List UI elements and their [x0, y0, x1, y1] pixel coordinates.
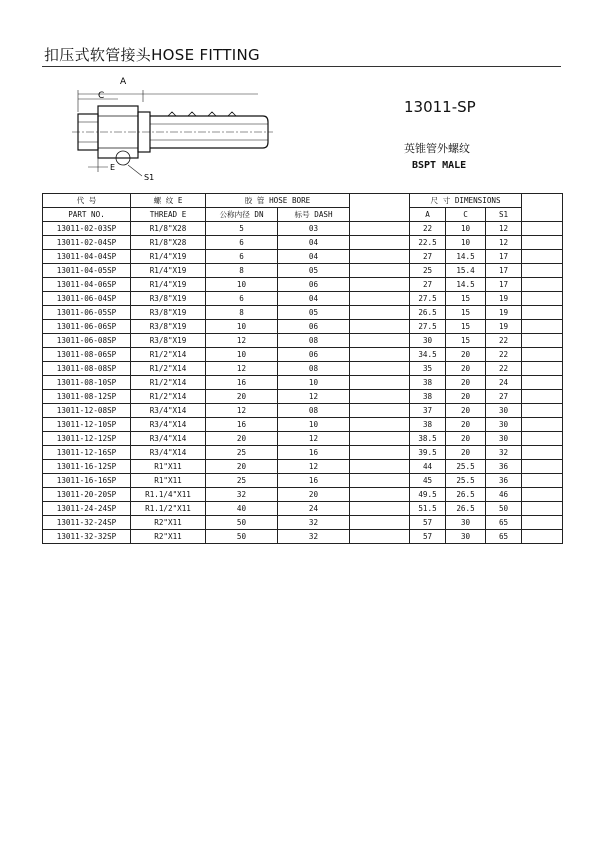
- table-row: [43, 488, 563, 502]
- table-cell: 25.5: [446, 460, 486, 474]
- blank-cell: [350, 250, 410, 264]
- table-cell: 25.5: [446, 474, 486, 488]
- table-cell: 10: [206, 320, 278, 334]
- table-cell: 32: [278, 530, 350, 544]
- blank-cell: [350, 236, 410, 250]
- table-cell: 13011-06-08SP: [43, 334, 131, 348]
- table-cell: 12: [486, 236, 522, 250]
- blank-cell: [522, 292, 563, 306]
- table-cell: 20: [206, 460, 278, 474]
- table-cell: 27: [486, 390, 522, 404]
- blank-cell: [350, 446, 410, 460]
- table-cell: 26.5: [410, 306, 446, 320]
- table-cell: 14.5: [446, 250, 486, 264]
- table-cell: 22: [486, 362, 522, 376]
- table-cell: 20: [446, 418, 486, 432]
- label-e: E: [110, 163, 116, 172]
- blank-cell: [350, 516, 410, 530]
- table-cell: 13011-06-05SP: [43, 306, 131, 320]
- blank-cell: [522, 418, 563, 432]
- table-cell: 19: [486, 320, 522, 334]
- blank-cell: [350, 390, 410, 404]
- table-cell: 10: [278, 418, 350, 432]
- table-row: [43, 222, 563, 236]
- table-cell: 50: [486, 502, 522, 516]
- table-cell: 05: [278, 306, 350, 320]
- table-cell: 16: [278, 474, 350, 488]
- blank-cell: [350, 264, 410, 278]
- table-cell: 25: [206, 474, 278, 488]
- table-cell: 50: [206, 516, 278, 530]
- table-cell: 13011-16-16SP: [43, 474, 131, 488]
- table-cell: 13011-04-05SP: [43, 264, 131, 278]
- blank-cell: [350, 460, 410, 474]
- table-cell: 30: [446, 516, 486, 530]
- table-cell: R1/4"X19: [131, 278, 206, 292]
- table-cell: 32: [206, 488, 278, 502]
- table-row: [43, 390, 563, 404]
- thread-type-cn: 英锥管外螺纹: [404, 142, 470, 155]
- table-cell: R1/4"X19: [131, 250, 206, 264]
- table-cell: R3/4"X14: [131, 446, 206, 460]
- model-code: 13011-SP: [404, 98, 476, 116]
- table-row: [43, 292, 563, 306]
- table-cell: 13011-08-10SP: [43, 376, 131, 390]
- table-row: [43, 446, 563, 460]
- table-cell: 22: [486, 334, 522, 348]
- table-cell: 15: [446, 292, 486, 306]
- table-row: [43, 264, 563, 278]
- blank-cell: [350, 432, 410, 446]
- table-cell: 08: [278, 404, 350, 418]
- col-part-no: PART NO.: [43, 208, 131, 222]
- blank-cell: [350, 488, 410, 502]
- table-row: [43, 334, 563, 348]
- blank-cell: [522, 362, 563, 376]
- table-cell: 38: [410, 376, 446, 390]
- table-cell: 13011-16-12SP: [43, 460, 131, 474]
- blank-cell: [522, 390, 563, 404]
- blank-cell: [522, 530, 563, 544]
- table-cell: 16: [278, 446, 350, 460]
- table-row: [43, 236, 563, 250]
- table-cell: 10: [206, 348, 278, 362]
- table-cell: 45: [410, 474, 446, 488]
- blank-cell: [522, 474, 563, 488]
- table-cell: R3/4"X14: [131, 432, 206, 446]
- table-cell: 65: [486, 516, 522, 530]
- blank-cell: [350, 376, 410, 390]
- table-row: [43, 460, 563, 474]
- col-c: C: [446, 208, 486, 222]
- table-row: [43, 502, 563, 516]
- table-cell: 17: [486, 278, 522, 292]
- col-thread-e: THREAD E: [131, 208, 206, 222]
- table-cell: 25: [206, 446, 278, 460]
- table-cell: R1/4"X19: [131, 264, 206, 278]
- table-cell: 27: [410, 250, 446, 264]
- table-header-row-2: [43, 208, 563, 222]
- blank-cell: [522, 236, 563, 250]
- fitting-drawing: [68, 72, 278, 187]
- col-blank: [350, 194, 410, 208]
- col-part-cn: 代 号: [43, 194, 131, 208]
- col-thread-cn: 螺 纹 E: [131, 194, 206, 208]
- table-cell: 04: [278, 236, 350, 250]
- table-cell: 65: [486, 530, 522, 544]
- col-dn: 公称内径 DN: [206, 208, 278, 222]
- table-cell: 12: [206, 334, 278, 348]
- table-cell: 20: [446, 390, 486, 404]
- table-cell: 20: [446, 432, 486, 446]
- table-cell: 30: [486, 404, 522, 418]
- table-cell: 57: [410, 530, 446, 544]
- table-cell: 12: [486, 222, 522, 236]
- table-row: [43, 362, 563, 376]
- table-cell: R2"X11: [131, 530, 206, 544]
- table-cell: 13011-02-04SP: [43, 236, 131, 250]
- table-cell: 51.5: [410, 502, 446, 516]
- table-cell: 03: [278, 222, 350, 236]
- table-cell: 06: [278, 348, 350, 362]
- table-cell: R1/8"X28: [131, 222, 206, 236]
- table-row: [43, 348, 563, 362]
- table-cell: 35: [410, 362, 446, 376]
- col-dimensions: 尺 寸 DIMENSIONS: [410, 194, 522, 208]
- table-cell: 13011-04-04SP: [43, 250, 131, 264]
- table-cell: 12: [278, 460, 350, 474]
- table-cell: R1/8"X28: [131, 236, 206, 250]
- table-cell: 19: [486, 292, 522, 306]
- blank-cell: [522, 404, 563, 418]
- table-cell: 24: [278, 502, 350, 516]
- table-cell: 49.5: [410, 488, 446, 502]
- table-cell: 19: [486, 306, 522, 320]
- table-cell: 22: [410, 222, 446, 236]
- table-cell: 32: [486, 446, 522, 460]
- table-cell: 22.5: [410, 236, 446, 250]
- table-cell: 13011-20-20SP: [43, 488, 131, 502]
- blank-cell: [522, 320, 563, 334]
- blank-cell: [350, 222, 410, 236]
- blank-cell: [522, 376, 563, 390]
- table-cell: 14.5: [446, 278, 486, 292]
- blank-cell: [350, 306, 410, 320]
- table-cell: 12: [206, 362, 278, 376]
- table-cell: 13011-12-08SP: [43, 404, 131, 418]
- table-cell: 15.4: [446, 264, 486, 278]
- blank-cell: [522, 278, 563, 292]
- blank-cell: [350, 348, 410, 362]
- table-cell: 13011-12-12SP: [43, 432, 131, 446]
- table-row: [43, 250, 563, 264]
- label-c: C: [98, 91, 105, 101]
- table-cell: 06: [278, 278, 350, 292]
- table-cell: 10: [446, 222, 486, 236]
- table-cell: 46: [486, 488, 522, 502]
- table-cell: 6: [206, 250, 278, 264]
- table-cell: 34.5: [410, 348, 446, 362]
- table-cell: 24: [486, 376, 522, 390]
- table-cell: 20: [446, 348, 486, 362]
- table-cell: 12: [278, 432, 350, 446]
- table-cell: 26.5: [446, 502, 486, 516]
- page-title: 扣压式软管接头HOSE FITTING: [44, 46, 260, 64]
- table-cell: 15: [446, 320, 486, 334]
- table-cell: 20: [446, 404, 486, 418]
- col-s1: S1: [486, 208, 522, 222]
- table-cell: 13011-12-16SP: [43, 446, 131, 460]
- table-cell: 20: [206, 432, 278, 446]
- blank-cell: [350, 292, 410, 306]
- blank-cell: [522, 222, 563, 236]
- table-cell: R3/4"X14: [131, 418, 206, 432]
- table-cell: R1"X11: [131, 474, 206, 488]
- table-cell: 6: [206, 292, 278, 306]
- table-cell: 13011-04-06SP: [43, 278, 131, 292]
- table-cell: 36: [486, 474, 522, 488]
- table-cell: 27: [410, 278, 446, 292]
- table-cell: R2"X11: [131, 516, 206, 530]
- table-cell: 13011-06-04SP: [43, 292, 131, 306]
- table-cell: 15: [446, 334, 486, 348]
- table-cell: 20: [446, 362, 486, 376]
- table-cell: 39.5: [410, 446, 446, 460]
- table-row: [43, 530, 563, 544]
- blank-cell: [522, 516, 563, 530]
- table-cell: 30: [486, 418, 522, 432]
- table-cell: 6: [206, 236, 278, 250]
- col-blank-end: [522, 194, 563, 208]
- table-header-row-1: [43, 194, 563, 208]
- table-cell: 30: [446, 530, 486, 544]
- col-a: A: [410, 208, 446, 222]
- table-cell: 17: [486, 250, 522, 264]
- table-cell: 40: [206, 502, 278, 516]
- table-cell: 20: [278, 488, 350, 502]
- table-cell: 13011-24-24SP: [43, 502, 131, 516]
- table-cell: R1/2"X14: [131, 390, 206, 404]
- table-cell: 08: [278, 334, 350, 348]
- table-cell: R1/2"X14: [131, 362, 206, 376]
- table-cell: 30: [486, 432, 522, 446]
- blank-cell: [522, 432, 563, 446]
- table-cell: 32: [278, 516, 350, 530]
- table-cell: 15: [446, 306, 486, 320]
- table-cell: R3/8"X19: [131, 334, 206, 348]
- table-cell: 27.5: [410, 320, 446, 334]
- table-cell: R1/2"X14: [131, 376, 206, 390]
- table-cell: 13011-12-10SP: [43, 418, 131, 432]
- table-cell: 08: [278, 362, 350, 376]
- blank-cell: [350, 362, 410, 376]
- col-blank-end-2: [522, 208, 563, 222]
- table-cell: R3/4"X14: [131, 404, 206, 418]
- blank-cell: [350, 278, 410, 292]
- blank-cell: [350, 502, 410, 516]
- table-cell: 5: [206, 222, 278, 236]
- table-cell: 38: [410, 418, 446, 432]
- blank-cell: [522, 460, 563, 474]
- table-cell: R3/8"X19: [131, 320, 206, 334]
- blank-cell: [522, 264, 563, 278]
- table-row: [43, 278, 563, 292]
- table-cell: 10: [446, 236, 486, 250]
- table-cell: 57: [410, 516, 446, 530]
- table-cell: 10: [278, 376, 350, 390]
- table-cell: 13011-02-03SP: [43, 222, 131, 236]
- blank-cell: [522, 250, 563, 264]
- table-row: [43, 320, 563, 334]
- table-cell: R3/8"X19: [131, 292, 206, 306]
- table-cell: 05: [278, 264, 350, 278]
- table-cell: 38.5: [410, 432, 446, 446]
- table-cell: 10: [206, 278, 278, 292]
- table-cell: 44: [410, 460, 446, 474]
- blank-cell: [350, 334, 410, 348]
- table-cell: 04: [278, 250, 350, 264]
- blank-cell: [522, 306, 563, 320]
- table-cell: 06: [278, 320, 350, 334]
- table-cell: 13011-06-06SP: [43, 320, 131, 334]
- table-cell: 13011-08-12SP: [43, 390, 131, 404]
- table-row: [43, 432, 563, 446]
- blank-cell: [350, 530, 410, 544]
- table-cell: 12: [278, 390, 350, 404]
- col-dash: 标号 DASH: [278, 208, 350, 222]
- blank-cell: [350, 404, 410, 418]
- table-cell: R3/8"X19: [131, 306, 206, 320]
- table-cell: 36: [486, 460, 522, 474]
- blank-cell: [522, 502, 563, 516]
- table-cell: 13011-08-08SP: [43, 362, 131, 376]
- blank-cell: [522, 446, 563, 460]
- table-cell: 20: [446, 446, 486, 460]
- table-cell: 04: [278, 292, 350, 306]
- blank-cell: [350, 320, 410, 334]
- table-cell: 20: [446, 376, 486, 390]
- table-cell: 16: [206, 418, 278, 432]
- table-cell: 16: [206, 376, 278, 390]
- table-cell: 22: [486, 348, 522, 362]
- blank-cell: [522, 488, 563, 502]
- col-hose-bore: 胶 管 HOSE BORE: [206, 194, 350, 208]
- blank-cell: [350, 474, 410, 488]
- table-row: [43, 418, 563, 432]
- table-cell: 8: [206, 306, 278, 320]
- table-cell: 38: [410, 390, 446, 404]
- table-cell: 37: [410, 404, 446, 418]
- label-s1: S1: [144, 173, 155, 182]
- table-cell: 27.5: [410, 292, 446, 306]
- table-cell: 17: [486, 264, 522, 278]
- thread-type-en: BSPT MALE: [412, 160, 467, 171]
- col-blank-2: [350, 208, 410, 222]
- table-cell: 13011-32-24SP: [43, 516, 131, 530]
- table-row: [43, 306, 563, 320]
- spec-table: [42, 193, 563, 544]
- table-cell: 30: [410, 334, 446, 348]
- table-cell: 26.5: [446, 488, 486, 502]
- blank-cell: [522, 348, 563, 362]
- table-cell: 50: [206, 530, 278, 544]
- table-cell: 8: [206, 264, 278, 278]
- table-cell: 20: [206, 390, 278, 404]
- header-rule: [42, 66, 561, 67]
- table-cell: 25: [410, 264, 446, 278]
- table-cell: R1.1/2"X11: [131, 502, 206, 516]
- table-cell: 13011-08-06SP: [43, 348, 131, 362]
- table-row: [43, 404, 563, 418]
- table-cell: R1.1/4"X11: [131, 488, 206, 502]
- table-cell: R1"X11: [131, 460, 206, 474]
- table-cell: 13011-32-32SP: [43, 530, 131, 544]
- table-row: [43, 516, 563, 530]
- blank-cell: [522, 334, 563, 348]
- table-cell: 12: [206, 404, 278, 418]
- table-row: [43, 376, 563, 390]
- table-row: [43, 474, 563, 488]
- label-a: A: [120, 77, 127, 87]
- table-cell: R1/2"X14: [131, 348, 206, 362]
- blank-cell: [350, 418, 410, 432]
